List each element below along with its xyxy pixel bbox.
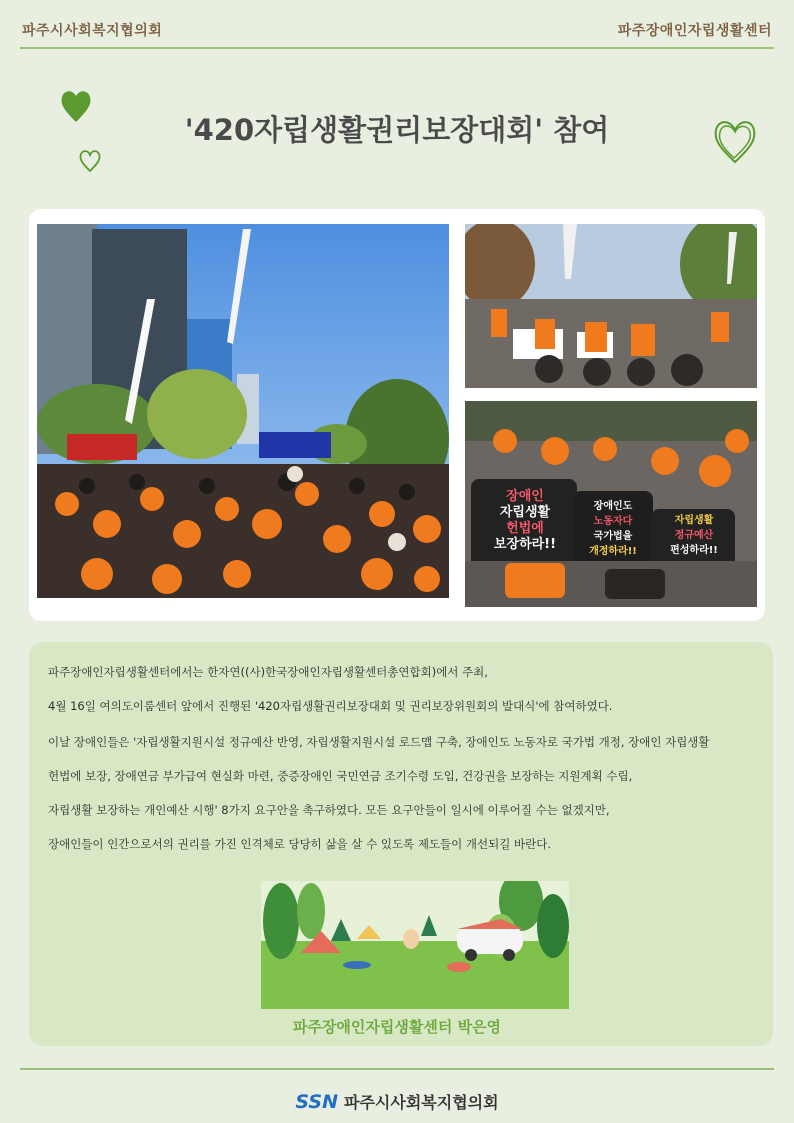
paragraph-line: 장애인들이 인간으로서의 권리를 가진 인격체로 당당히 삶을 살 수 있도록 제도들이 개선되길 바란다.: [48, 837, 551, 851]
paragraph-line: 헌법에 보장, 장애연금 부가급여 현실화 마련, 중증장애인 국민연금 조기수령 도입, 건강권을 보장하는 지원계획 수립,: [48, 769, 633, 783]
sign2-line4: 개정하라!!: [589, 546, 637, 557]
paragraph-line: 자립생활 보장하는 개인예산 시행' 8가지 요구안을 촉구하였다. 모든 요구안들이 일시에 이루어질 수는 없겠지만,: [48, 803, 610, 817]
sign3-line1: 자립생활: [674, 515, 714, 526]
sign2-line3: 국가법을: [593, 531, 633, 542]
footer: [0, 1090, 794, 1113]
paragraph-line: 이날 장애인들은 '자립생활지원시설 정규예산 반영, 자립생활지원시설 로드맵 구축, 장애인도 노동자로 국가법 개정, 장애인 자립생활: [48, 735, 710, 749]
sign2-line2: 노동자다: [593, 516, 633, 527]
header-org-left: 파주시사회복지협의회: [22, 23, 163, 39]
sign3-line2: 정규예산: [674, 530, 714, 541]
photo-card: [29, 209, 765, 621]
heart-outline-icon: [78, 148, 102, 174]
sign1-line1: 장애인: [506, 489, 544, 504]
camping-illustration: [261, 881, 569, 1009]
sign3-line3: 편성하라!!: [670, 545, 718, 556]
protest-sign-2: [577, 499, 649, 559]
protest-sign-3: [655, 513, 733, 558]
footer-org-name: 파주시사회복지협의회: [344, 1093, 499, 1112]
paragraph-line: 4월 16일 여의도이룸센터 앞에서 진행된 '420자립생활권리보장대회 및 권리보장위원회의 발대식'에 참여하였다.: [48, 699, 613, 713]
sign2-line1: 장애인도: [593, 501, 633, 512]
protest-sign-1: [477, 489, 573, 553]
footer-divider: [20, 1068, 774, 1070]
author-signature: 파주장애인자립생활센터 박은영: [292, 1018, 502, 1036]
header-divider: [20, 47, 774, 49]
sign1-line4: 보장하라!!: [493, 537, 557, 552]
paragraph-line: 파주장애인자립생활센터에서는 한자연((사)한국장애인자립생활센터총연합회)에서 주최,: [48, 665, 488, 679]
rally-photo-signs: [465, 401, 757, 607]
page-title: '420자립생활권리보장대회' 참여: [184, 113, 610, 147]
header-org-right: 파주장애인자립생활센터: [617, 23, 772, 39]
rally-photo-main: [37, 224, 449, 598]
sign1-line3: 헌법에: [506, 521, 544, 536]
ssn-logo: SSN: [295, 1091, 339, 1113]
sign1-line2: 자립생활: [499, 505, 551, 520]
rally-photo-march: [465, 224, 757, 388]
